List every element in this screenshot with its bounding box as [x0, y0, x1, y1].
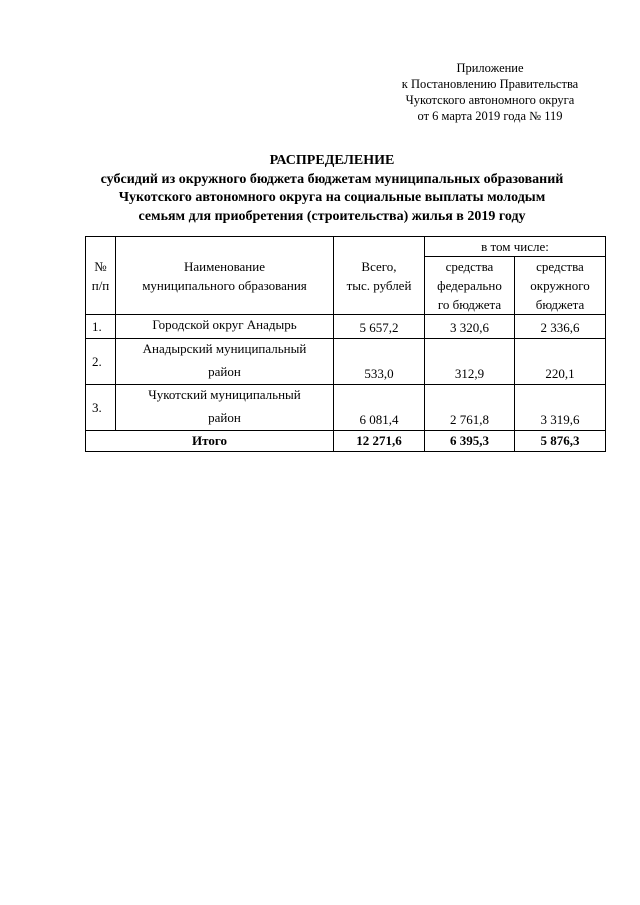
- header-text: п/п: [91, 277, 110, 293]
- header-text: окружного: [530, 278, 590, 293]
- header-text: средства: [445, 259, 494, 274]
- header-federal: [425, 257, 515, 315]
- table-row: [86, 385, 606, 431]
- row-num: 3.: [86, 385, 116, 431]
- row-federal: 2 761,8: [425, 385, 515, 431]
- row-district: 2 336,6: [515, 315, 606, 339]
- header-text: Всего,: [361, 258, 397, 274]
- row-name: [116, 339, 334, 385]
- totals-label: Итого: [86, 431, 334, 452]
- table-totals-row: [86, 431, 606, 452]
- row-num: 2.: [86, 339, 116, 385]
- header-text: средства: [536, 259, 584, 274]
- row-name-line: район: [208, 410, 241, 425]
- table-header-row: [86, 237, 606, 257]
- row-num: 1.: [86, 315, 116, 339]
- header-text: федерально: [437, 278, 502, 293]
- header-text: го бюджета: [437, 297, 502, 312]
- header-text: муниципального образования: [142, 277, 307, 293]
- appendix-line: Приложение: [456, 61, 524, 75]
- appendix-block: [380, 60, 600, 124]
- header-text: Наименование: [184, 258, 265, 274]
- table-row: [86, 339, 606, 385]
- row-federal: 3 320,6: [425, 315, 515, 339]
- totals-total: 12 271,6: [334, 431, 425, 452]
- totals-district: 5 876,3: [515, 431, 606, 452]
- row-district: 3 319,6: [515, 385, 606, 431]
- document-title: [70, 152, 594, 226]
- row-total: 5 657,2: [334, 315, 425, 339]
- subsidy-table: [85, 236, 606, 452]
- row-total: 6 081,4: [334, 385, 425, 431]
- header-total: [334, 237, 425, 315]
- header-num: [86, 237, 116, 315]
- row-federal: 312,9: [425, 339, 515, 385]
- row-total: 533,0: [334, 339, 425, 385]
- header-text: №: [94, 258, 107, 274]
- row-name: [116, 385, 334, 431]
- title-line: Чукотского автономного округа на социальные выплаты молодым: [118, 190, 546, 205]
- row-name-line: Чукотский муниципальный: [148, 387, 301, 402]
- header-text: тыс. рублей: [346, 277, 412, 293]
- title-line: субсидий из окружного бюджета бюджетам муниципальных образований: [100, 171, 564, 187]
- appendix-line: Чукотского автономного округа: [405, 93, 575, 107]
- header-district: [515, 257, 606, 315]
- header-name: [116, 237, 334, 315]
- row-name-line: район: [208, 364, 241, 379]
- appendix-line: от 6 марта 2019 года № 119: [417, 109, 563, 123]
- row-district: 220,1: [515, 339, 606, 385]
- title-line: семьям для приобретения (строительства) жилья в 2019 году: [138, 208, 526, 224]
- totals-federal: 6 395,3: [425, 431, 515, 452]
- header-text: бюджета: [535, 297, 585, 312]
- table-row: [86, 315, 606, 339]
- header-including: в том числе:: [425, 237, 606, 257]
- row-name: Городской округ Анадырь: [116, 315, 334, 339]
- appendix-line: к Постановлению Правительства: [401, 77, 579, 91]
- title-heading: РАСПРЕДЕЛЕНИЕ: [269, 153, 395, 168]
- row-name-line: Анадырский муниципальный: [142, 341, 307, 356]
